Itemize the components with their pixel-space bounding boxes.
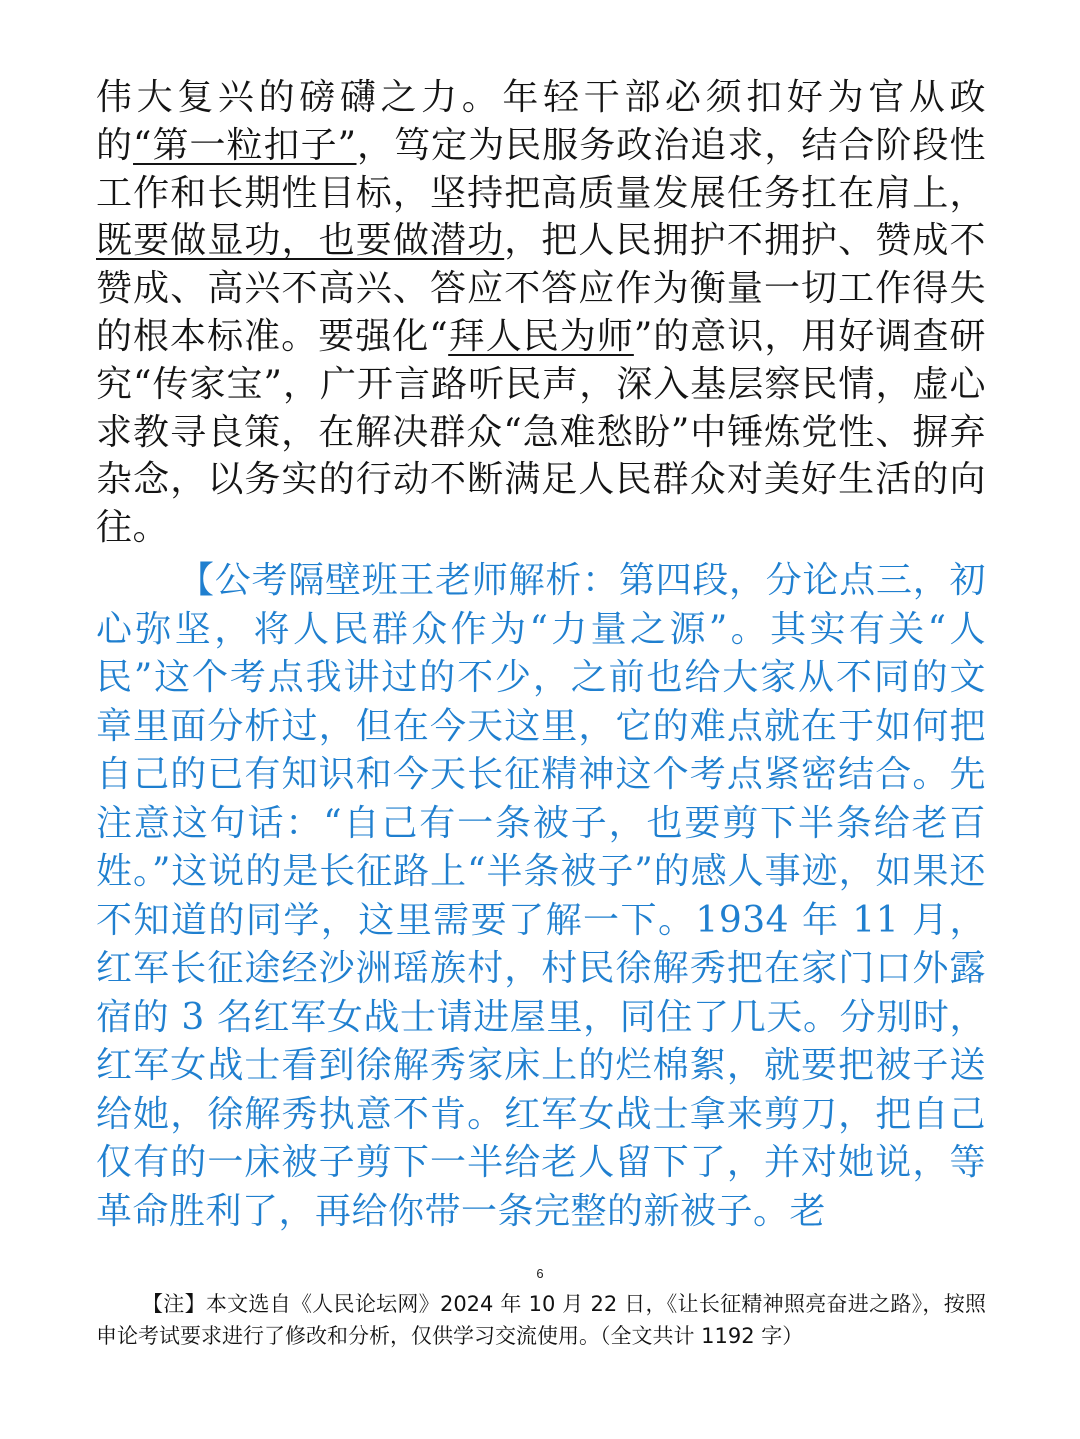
footnote-text: 【注】本文选自《人民论坛网》2024 年 10 月 22 日，《让长征精神照亮奋进之路》，按照申论考试要求进行了修改和分析，仅供学习交流使用。（全文共计 1192 字） — [96, 1292, 986, 1348]
article-body — [96, 74, 986, 552]
underlined-phrase-first-button: “第一粒扣子” — [133, 124, 357, 166]
underlined-phrase-merits: 既要做显功，也要做潜功 — [96, 220, 505, 262]
page-number: 6 — [536, 1266, 544, 1281]
text-segment: ”的意识，用好调查研究“传家宝”，广开言路听民声，深入基层察民情，虚心求教寻良策，在解决群众“急难愁盼”中锤炼党性、摒弃杂念，以务实的行动不断满足人民群众对美好生活的向往。 — [96, 315, 987, 549]
text-segment: ，把人民拥护不拥护、赞成不赞成、高兴不高兴、答应不答应作为衡量一切工作得失的根本标准。要强化“ — [96, 220, 986, 357]
article-paragraph — [96, 74, 986, 552]
underlined-phrase-learn-from-people: 拜人民为师 — [448, 315, 634, 357]
analysis-paragraph: 【公考隔壁班王老师解析：第四段，分论点三，初心弥坚，将人民群众作为“力量之源”。其实有关“人民”这个考点我讲过的不少，之前也给大家从不同的文章里面分析过，但在今天这里，它的难点就在于如何把自己的已有知识和今天长征精神这个考点紧密结合。先注意这句话：“自己有一条被子，也要剪下半条给老百姓。”这说的是长征路上“半条被子”的感人事迹，如果还不知道的同学，这里需要了解一下。1934 年 11 月，红军长征途经沙洲瑶族村，村民徐解秀把在家门口外露宿的 3 名红军女战士请进屋里，同住了几天。分别时，红军女战士看到徐解秀家床上的烂棉絮，就要把被子送给她，徐解秀执意不肯。红军女战士拿来剪刀，把自己仅有的一床被子剪下一半给老人留下了，并对她说，等革命胜利了，再给你带一条完整的新被子。老 — [96, 560, 986, 1232]
teacher-analysis — [96, 557, 986, 1236]
footnote — [96, 1288, 986, 1352]
text-segment: 伟大复兴的磅礴之力。年轻干部必须扣好为官从政的 — [96, 77, 986, 166]
text-segment: ，笃定为民服务政治追求，结合阶段性工作和长期性目标，坚持把高质量发展任务扛在肩上， — [96, 124, 986, 214]
